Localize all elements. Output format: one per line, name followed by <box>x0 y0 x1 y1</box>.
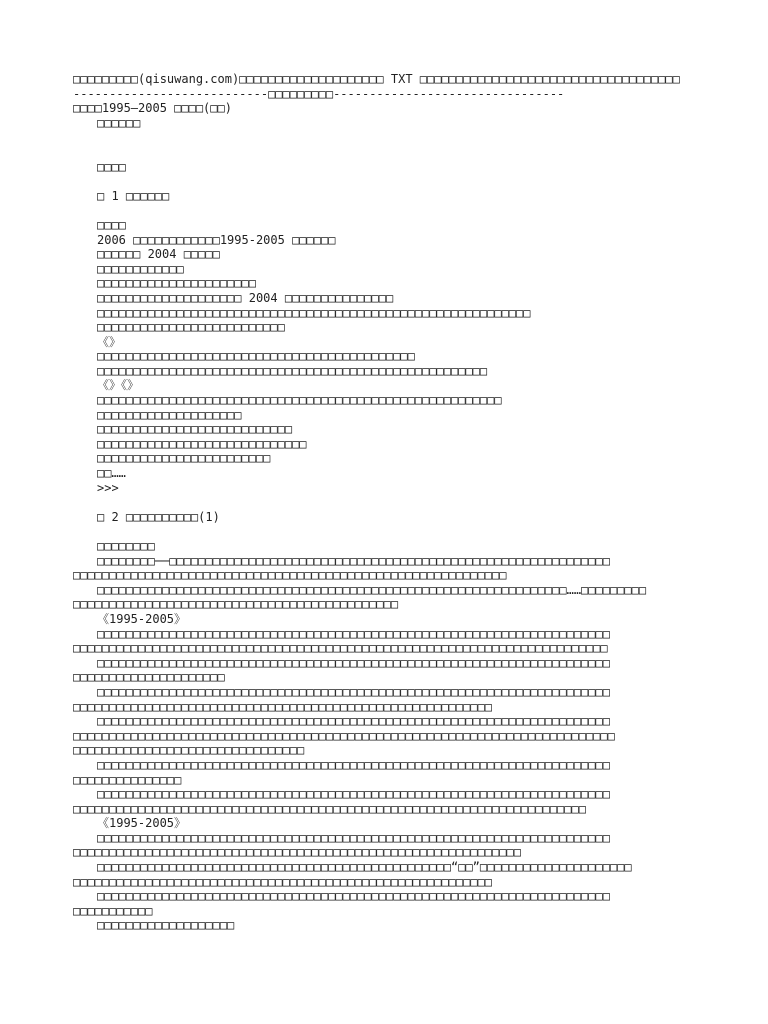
blank-line <box>73 174 713 189</box>
text-line: □□□□□□□□□□□□□□□□□□□□□□□□□□□□□□□□□□□□□□□□□□□□□□□□□□□□□□□□□□□□□□□□□□□□□□□ <box>73 801 586 816</box>
text-line: □□□□□□□□□□□□□□□□□□□ <box>97 918 235 933</box>
text-line: □□□□□□□□□□□□□□□□□□□□□□□□□□□□□□□□□□□□□□□□□□□□□□□□□□□□□□□□□□ <box>73 874 493 889</box>
text-line: □□□□□□□□□□□□□□□□□□□□□□□□□□□□□□□□ <box>73 743 305 758</box>
text-line: □□□□□□□□□□□□□□□□□□□□□□□□□□□□□□□□□□□□□□□□□□□□□□□□□□□□□□□□□□□□□□□□□□□□□□□ <box>97 787 610 802</box>
text-line: □□□□□□□□□□□□□□□□□□□□□□□□□□□□□□□□□□□□□□□□□□□□□□□□□□□□□□□□ <box>97 393 502 408</box>
text-line: □□□□□□□□□□□□□□□□□□□□□□□□□□ <box>97 320 285 335</box>
text-line: □□□□□□□□□□□□ <box>97 261 184 276</box>
text-line: □□□□ <box>97 159 126 174</box>
text-line: □□□□ <box>97 217 126 232</box>
text-line: □□□□□□□□□(qisuwang.com)□□□□□□□□□□□□□□□□□□□□ TXT □□□□□□□□□□□□□□□□□□□□□□□□□□□□□□□□□□□□ <box>73 72 680 86</box>
text-line: □□□□□□□□□□□□□□□□□□□□□□□□□□□□□□□□□□□□□□□□□□□□ <box>97 349 415 364</box>
text-line: □□□□□□□□□□□□□□□□□□□□□□□□□□□ <box>97 422 293 437</box>
text-line: □□□□□□□□□□□□□□□□□□□□□□□□□□□□□□□□□□□□□□□□□□□□□□□□□□□□□□□□□□□□□□□□□……□□□□□□□□□ <box>97 582 647 597</box>
text-line: □□□□□□□□□□□□□□□□□□□□□□□□□□□□□□□□□□□□□□□□□□□□□□□□□□□□□□□□□□□□□□□□□□□□□□□ <box>97 655 610 670</box>
text-line: □□□□□□□□□□□□□□□□□□□□ 2004 □□□□□□□□□□□□□□□ <box>97 290 394 305</box>
text-line: 《》《》 <box>97 378 140 393</box>
text-line: 2006 □□□□□□□□□□□□1995-2005 □□□□□□ <box>97 232 336 247</box>
text-line: 《1995-2005》 <box>97 611 187 626</box>
text-line: □□□□□□□□□□□ <box>73 903 153 918</box>
text-line: □□□□□□□□□□□□□□□□□□□□□□□□□□□□□□□□□□□□□□□□□□□□□□□□□□□□□□□□□□□□ <box>73 568 507 583</box>
text-line: □□□□□□□□□□□□□□□□□□□□□□□□□□□□□□□□□□□□□□□□□□□□□□□□□□□□□□□□□□□□□□□□□□□□□□□ <box>97 889 610 904</box>
text-line: □□□□□□□□ <box>97 539 155 553</box>
text-line: □□□□□□□□□□□□□□□□□□□□□□ <box>97 276 256 291</box>
text-line: □□□□□□□□□□□□□□□□□□□□□ <box>73 670 225 685</box>
text-line: □□□□□□ <box>97 115 141 130</box>
text-line: ---------------------------□□□□□□□□□-------------------------------- <box>73 86 565 101</box>
text-line: □□□□□□□□□□□□□□□□□□□□□□□□□□□□□□□□□□□□□□□□□□□□□□□□□□□□□□ <box>97 363 488 378</box>
text-line: □□□□□□□□□□□□□□□□□□□□□□□□□□□□□□□□□□□□□□□□□□□□□□□□□□□□□□□□□□□□□□□□□□□□□□□ <box>97 626 610 641</box>
text-line: □□□□□□□□□□□□□□□□□□□□□□□□□□□□□□□□□□□□□□□□□□□□□ <box>73 597 399 612</box>
text-line: □□□□□□□□□□□□□□□ <box>73 772 182 787</box>
text-line: □□□□□□□□□□□□□□□□□□□□□□□□□□□□□□□□□□□□□□□□□□□□□□□□□□□□□□□□□□□□□□□□□□□□□□□□□□□ <box>73 728 615 743</box>
text-line: □□□□□□ 2004 □□□□□ <box>97 247 220 262</box>
text-line: >>> <box>97 480 119 495</box>
blank-line <box>73 203 713 218</box>
text-line: □□□□□□□□□□□□□□□□□□□□□□□□□□□□□□□□□□□□□□□□□□□□□□□□□□□□□□□□□□□□□□□□□□□□□□□□□□ <box>73 641 608 656</box>
text-line: 《》 <box>97 334 122 349</box>
text-line: □ 1 □□□□□□ <box>97 188 170 203</box>
text-line: □□□□□□□□──□□□□□□□□□□□□□□□□□□□□□□□□□□□□□□□□□□□□□□□□□□□□□□□□□□□□□□□□□□□□□ <box>97 553 610 568</box>
document-text-body <box>73 72 713 933</box>
text-line: □□□□□□□□□□□□□□□□□□□□□□□□□□□□□□□□□□□□□□□□□□□□□□□□□□□□□□□□□□□□□□□□□□□□□□□ <box>97 714 610 729</box>
blank-line <box>73 495 713 510</box>
text-line: □ 2 □□□□□□□□□□(1) <box>97 509 220 524</box>
text-line: 《1995-2005》 <box>97 816 187 831</box>
text-line: □□□□□□□□□□□□□□□□□□□□□□□□ <box>97 451 271 466</box>
text-line: □□□□1995—2005 □□□□(□□) <box>73 101 232 116</box>
text-line: □□□□□□□□□□□□□□□□□□□□□□□□□□□□□□□□□□□□□□□□□□□□□□□□□□□□□□□□□□□□□□ <box>73 845 521 860</box>
blank-line <box>73 524 713 539</box>
text-line: □□…… <box>97 466 126 481</box>
text-line: □□□□□□□□□□□□□□□□□□□□□□□□□□□□□□□□□□□□□□□□□□□□□□□□□“□□”□□□□□□□□□□□□□□□□□□□□□ <box>97 860 632 875</box>
text-line: □□□□□□□□□□□□□□□□□□□□□□□□□□□□□□□□□□□□□□□□□□□□□□□□□□□□□□□□□□□□ <box>97 305 531 320</box>
blank-line <box>73 145 713 160</box>
text-line: □□□□□□□□□□□□□□□□□□□□□□□□□□□□□□□□□□□□□□□□□□□□□□□□□□□□□□□□□□□□□□□□□□□□□□□ <box>97 830 610 845</box>
text-line: □□□□□□□□□□□□□□□□□□□□ <box>97 407 242 422</box>
text-line: □□□□□□□□□□□□□□□□□□□□□□□□□□□□□ <box>97 436 307 451</box>
text-line: □□□□□□□□□□□□□□□□□□□□□□□□□□□□□□□□□□□□□□□□□□□□□□□□□□□□□□□□□□ <box>73 699 493 714</box>
text-line: □□□□□□□□□□□□□□□□□□□□□□□□□□□□□□□□□□□□□□□□□□□□□□□□□□□□□□□□□□□□□□□□□□□□□□□ <box>97 684 610 699</box>
text-line: □□□□□□□□□□□□□□□□□□□□□□□□□□□□□□□□□□□□□□□□□□□□□□□□□□□□□□□□□□□□□□□□□□□□□□□ <box>97 757 610 772</box>
blank-line <box>73 130 713 145</box>
